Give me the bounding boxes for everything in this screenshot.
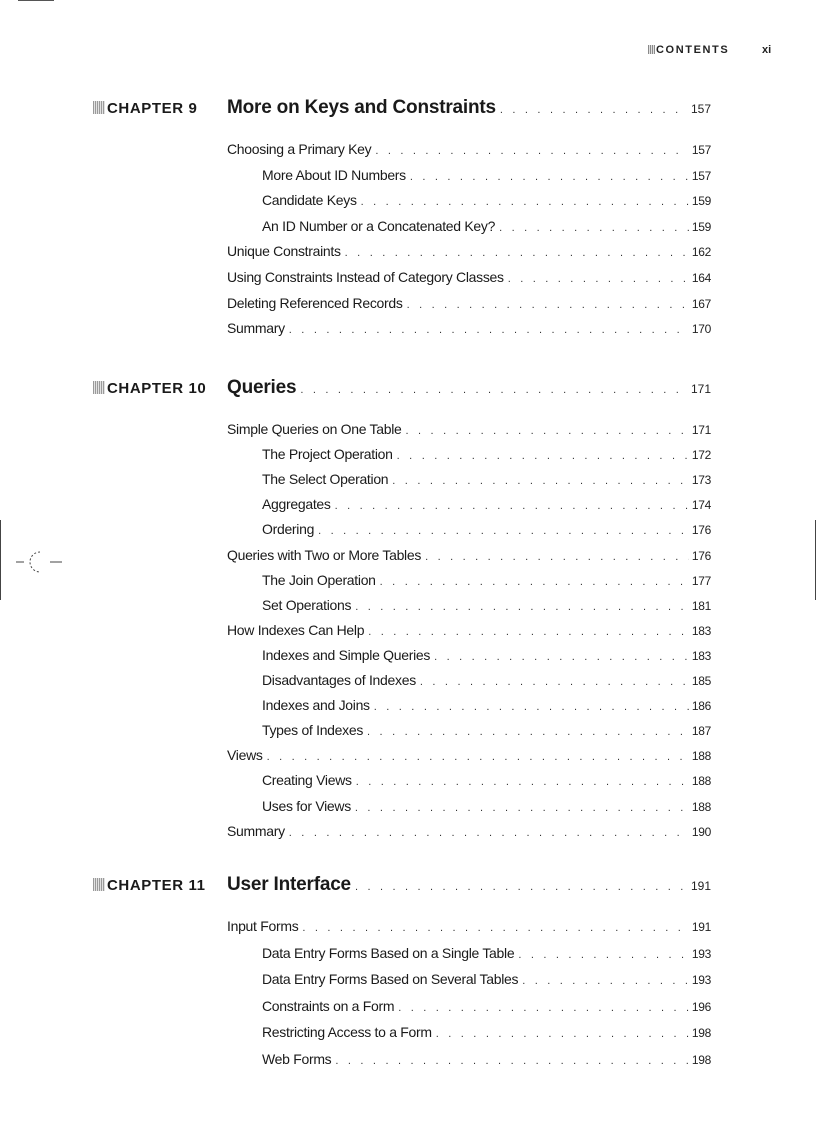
leader-dots	[355, 881, 688, 893]
leader-dots	[425, 551, 689, 563]
toc-subentry[interactable]	[262, 572, 711, 588]
page-number: xi	[762, 44, 772, 56]
leader-dots	[335, 500, 689, 512]
toc-entry[interactable]	[227, 269, 711, 285]
toc-page-number: 187	[691, 724, 711, 739]
toc-page-number: 164	[691, 271, 711, 285]
toc-subentry[interactable]	[262, 192, 711, 208]
leader-dots	[356, 776, 689, 788]
toc-entry-title: Data Entry Forms Based on a Single Table	[262, 944, 515, 961]
toc-entry-title: Restricting Access to a Form	[262, 1024, 432, 1041]
toc-entry-title: Indexes and Simple Queries	[262, 646, 431, 663]
toc-entry-title: Summary	[227, 822, 285, 839]
toc-subentry[interactable]	[262, 167, 711, 183]
toc-subentry[interactable]	[262, 772, 711, 788]
toc-page-number: 188	[691, 774, 711, 789]
toc-entry-title: Data Entry Forms Based on Several Tables	[262, 971, 519, 988]
toc-page-number: 188	[691, 749, 711, 764]
running-title: CONTENTS	[656, 44, 730, 56]
toc-page-number: 181	[691, 598, 711, 613]
toc-entry-title: More About ID Numbers	[262, 166, 406, 183]
toc-subentry[interactable]	[262, 722, 711, 738]
toc-page-number: 162	[691, 245, 711, 260]
toc-page-number: 193	[691, 973, 711, 988]
leader-dots	[355, 601, 689, 613]
toc-page-number: 188	[691, 799, 711, 814]
toc-subentry[interactable]	[262, 647, 711, 663]
toc-entry-title: Deleting Referenced Records	[227, 294, 403, 311]
toc-page-number: 196	[691, 999, 711, 1014]
leader-dots	[508, 273, 689, 285]
toc-page-number: 193	[691, 946, 711, 961]
toc-entry-title: How Indexes Can Help	[227, 621, 365, 638]
toc-entry-title: Queries with Two or More Tables	[227, 546, 422, 563]
toc-page-number: 174	[691, 498, 711, 513]
leader-dots	[318, 525, 689, 537]
chapter-label-text: CHAPTER 9	[107, 100, 198, 117]
toc-entry[interactable]	[227, 421, 711, 437]
leader-dots	[420, 676, 689, 688]
toc-entry-title: The Select Operation	[262, 471, 389, 488]
toc-subentry[interactable]	[262, 971, 711, 987]
chapter-page-number: 157	[690, 102, 711, 116]
leader-dots	[397, 450, 689, 462]
toc-entry-title: Disadvantages of Indexes	[262, 672, 416, 688]
leader-dots	[392, 475, 689, 487]
toc-page-number: 172	[691, 448, 711, 463]
chapter-label	[93, 877, 206, 894]
registration-mark-icon	[16, 548, 66, 578]
toc-page-number: 185	[691, 674, 711, 688]
leader-dots	[361, 196, 689, 208]
leader-dots	[355, 802, 689, 814]
toc-page-number: 173	[691, 473, 711, 488]
toc-page-number: 183	[691, 623, 711, 638]
toc-page-number: 159	[691, 219, 711, 234]
chapter-label	[93, 100, 197, 117]
chapter-page-number: 171	[690, 382, 711, 396]
leader-dots	[300, 384, 688, 396]
leader-dots	[375, 145, 689, 157]
toc-subentry[interactable]	[262, 218, 711, 234]
toc-entry-title: Indexes and Joins	[262, 697, 370, 714]
chapter-label	[93, 380, 206, 397]
toc-page-number: 171	[691, 423, 711, 437]
leader-dots	[380, 576, 689, 588]
running-head	[648, 44, 729, 56]
toc-subentry[interactable]	[262, 798, 711, 814]
chapter-title: More on Keys and Constraints	[227, 97, 496, 118]
toc-entry-title: Ordering	[262, 521, 315, 538]
leader-dots	[335, 1055, 688, 1067]
leader-dots	[434, 651, 689, 663]
leader-dots	[267, 751, 689, 763]
toc-entry-title: The Join Operation	[262, 571, 376, 588]
gradient-bullet-icon	[93, 101, 105, 114]
toc-page-number: 157	[691, 168, 711, 183]
crop-line-top	[18, 0, 54, 1]
toc-entry[interactable]	[227, 823, 711, 839]
toc-entry[interactable]	[227, 243, 711, 259]
toc-page-number: 159	[691, 194, 711, 209]
toc-entry-title: Set Operations	[262, 596, 352, 613]
toc-subentry[interactable]	[262, 1051, 711, 1067]
leader-dots	[518, 949, 689, 961]
toc-subentry[interactable]	[262, 1024, 711, 1040]
leader-dots	[500, 104, 688, 116]
toc-page-number: 157	[691, 143, 711, 157]
toc-subentry[interactable]	[262, 998, 711, 1014]
toc-entry-title: Using Constraints Instead of Category Classes	[227, 269, 504, 285]
toc-subentry[interactable]	[262, 521, 711, 537]
chapter-page-number: 191	[690, 879, 711, 893]
leader-dots	[345, 247, 689, 259]
toc-entry-title: Aggregates	[262, 496, 331, 513]
chapter-title-row[interactable]	[227, 97, 711, 119]
chapter-title: Queries	[227, 377, 297, 398]
chapter-title: User Interface	[227, 874, 351, 895]
toc-page-number: 190	[691, 824, 711, 839]
leader-dots	[368, 626, 689, 638]
gradient-bullet-icon	[648, 45, 655, 54]
leader-dots	[410, 171, 689, 183]
toc-page-number: 198	[691, 1026, 711, 1041]
leader-dots	[522, 975, 689, 987]
toc-subentry[interactable]	[262, 446, 711, 462]
leader-dots	[367, 726, 689, 738]
toc-entry[interactable]	[227, 295, 711, 311]
toc-entry-title: Web Forms	[262, 1051, 332, 1067]
toc-page-number: 170	[691, 322, 711, 337]
toc-entry-title: Simple Queries on One Table	[227, 421, 402, 437]
leader-dots	[436, 1028, 689, 1040]
leader-dots	[499, 222, 689, 234]
toc-entry-title: Summary	[227, 320, 285, 337]
toc-page-number: 167	[691, 296, 711, 311]
toc-entry[interactable]	[227, 141, 711, 157]
leader-dots	[289, 324, 689, 336]
toc-subentry[interactable]	[262, 471, 711, 487]
toc-entry-title: An ID Number or a Concatenated Key?	[262, 217, 496, 234]
toc-entry-title: Uses for Views	[262, 797, 351, 814]
crop-mark-left	[0, 520, 1, 600]
toc-entry-title: The Project Operation	[262, 446, 393, 463]
chapter-label-text: CHAPTER 11	[107, 877, 206, 894]
toc-entry-title: Views	[227, 747, 263, 764]
toc-entry-title: Candidate Keys	[262, 192, 357, 209]
toc-subentry[interactable]	[262, 945, 711, 961]
toc-entry[interactable]	[227, 622, 711, 638]
toc-page-number: 176	[691, 523, 711, 538]
toc-page-number: 176	[691, 548, 711, 563]
leader-dots	[302, 922, 688, 934]
leader-dots	[374, 701, 689, 713]
gradient-bullet-icon	[93, 381, 105, 394]
toc-page-number: 191	[691, 920, 711, 934]
leader-dots	[398, 1002, 689, 1014]
toc-entry-title: Input Forms	[227, 918, 299, 934]
toc-subentry[interactable]	[262, 597, 711, 613]
toc-entry-title: Constraints on a Form	[262, 997, 395, 1014]
toc-entry[interactable]	[227, 547, 711, 563]
toc-page-number: 183	[691, 648, 711, 663]
gradient-bullet-icon	[93, 878, 105, 891]
chapter-title-row[interactable]	[227, 377, 711, 399]
leader-dots	[406, 425, 689, 437]
toc-subentry[interactable]	[262, 672, 711, 688]
toc-entry[interactable]	[227, 747, 711, 763]
leader-dots	[407, 299, 689, 311]
leader-dots	[289, 827, 689, 839]
toc-page-number: 198	[691, 1053, 711, 1067]
toc-page-number: 186	[691, 699, 711, 714]
toc-entry-title: Unique Constraints	[227, 243, 341, 260]
toc-entry[interactable]	[227, 918, 711, 934]
toc-entry[interactable]	[227, 320, 711, 336]
toc-entry-title: Creating Views	[262, 772, 352, 789]
toc-page-number: 177	[691, 573, 711, 588]
toc-subentry[interactable]	[262, 697, 711, 713]
chapter-title-row[interactable]	[227, 874, 711, 896]
toc-entry-title: Choosing a Primary Key	[227, 141, 372, 157]
toc-entry-title: Types of Indexes	[262, 722, 364, 739]
toc-subentry[interactable]	[262, 496, 711, 512]
chapter-label-text: CHAPTER 10	[107, 380, 207, 397]
